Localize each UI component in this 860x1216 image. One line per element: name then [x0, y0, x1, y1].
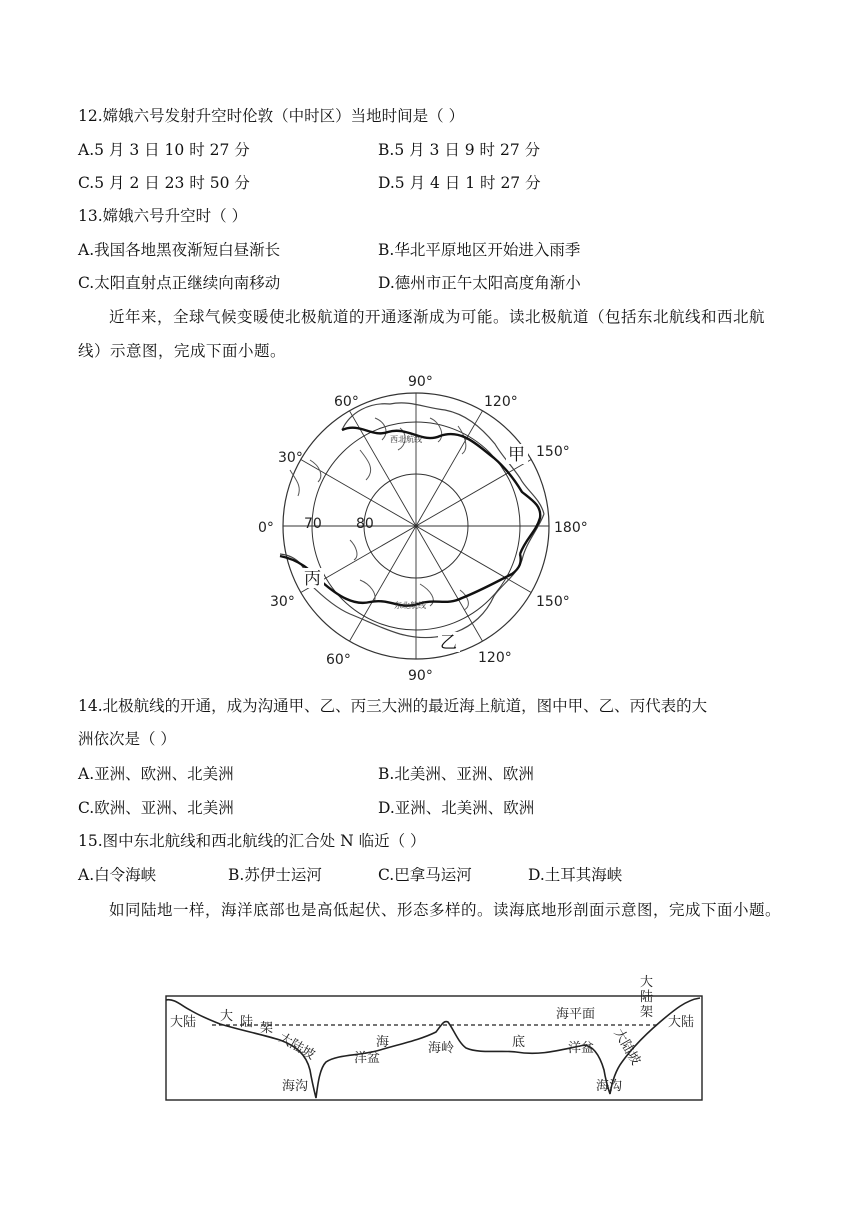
label-sea-level: 海平面: [556, 1007, 596, 1022]
seabed-profile-diagram: [160, 970, 710, 1110]
label-basin-left: 洋盆: [354, 1051, 381, 1066]
lon-label-150-top: 150°: [536, 444, 570, 460]
arctic-intro-paragraph: 近年来，全球气候变暖使北极航道的开通逐渐成为可能。读北极航道（包括东北航线和西北航线）示意图，完成下面小题。: [78, 308, 766, 360]
label-trench-left: 海沟: [282, 1079, 309, 1094]
q12-option-a: A.5 月 3 日 10 时 27 分: [78, 141, 250, 159]
q12-option-c: C.5 月 2 日 23 时 50 分: [78, 174, 250, 192]
seabed-intro-paragraph: 如同陆地一样，海洋底部也是高低起伏、形态多样的。读海底地形剖面示意图，完成下面小题。: [109, 901, 782, 919]
q13-option-c: C.太阳直射点正继续向南移动: [78, 274, 281, 292]
q13-option-a: A.我国各地黑夜渐短白昼渐长: [78, 241, 281, 259]
label-ridge: 海岭: [428, 1041, 455, 1056]
lat-label-70: 70: [304, 516, 322, 532]
lat-label-80: 80: [356, 516, 374, 532]
q12-stem: 12.嫦娥六号发射升空时伦敦（中时区）当地时间是（ ）: [78, 107, 465, 125]
label-land-right: 大陆: [668, 1015, 695, 1030]
label-shelf-left-3: 架: [260, 1021, 274, 1036]
q14-option-c: C.欧洲、亚洲、北美洲: [78, 799, 234, 817]
label-trench-right: 海沟: [596, 1079, 623, 1094]
q14-option-b: B.北美洲、亚洲、欧洲: [378, 765, 534, 783]
lon-label-90-top: 90°: [408, 374, 433, 390]
label-shelf-left-2: 陆: [240, 1015, 254, 1030]
lon-label-30-bottom: 30°: [270, 594, 295, 610]
label-bottom-char: 底: [512, 1035, 526, 1050]
label-shelf-right-1: 大: [640, 975, 654, 990]
q13-stem: 13.嫦娥六号升空时（ ）: [78, 207, 248, 225]
label-jia: 甲: [508, 445, 525, 465]
label-slope-left: 大陆坡: [276, 1030, 318, 1063]
lon-label-0: 0°: [258, 520, 274, 536]
coastline-bottom: [280, 554, 494, 638]
lon-label-120-top: 120°: [484, 394, 518, 410]
arctic-route-map: [250, 370, 600, 685]
lon-label-30-top: 30°: [278, 450, 303, 466]
q15-option-c: C.巴拿马运河: [378, 866, 472, 884]
lon-label-180: 180°: [554, 520, 588, 536]
q14-option-a: A.亚洲、欧洲、北美洲: [78, 765, 234, 783]
route-label-northeast: 东北航线: [394, 601, 426, 610]
label-slope-right: 大陆坡: [610, 1026, 644, 1068]
q13-option-d: D.德州市正午太阳高度角渐小: [378, 274, 581, 292]
coastline-bottom-islands: [350, 540, 468, 610]
label-shelf-left-1: 大: [220, 1009, 234, 1024]
q12-option-d: D.5 月 4 日 1 时 27 分: [378, 174, 541, 192]
label-shelf-right-2: 陆: [640, 990, 654, 1005]
meridians: [283, 393, 549, 659]
q12-option-b: B.5 月 3 日 9 时 27 分: [378, 141, 541, 159]
q14-stem-line2: 洲依次是（ ）: [78, 730, 176, 748]
label-land-left: 大陆: [170, 1015, 197, 1030]
lon-label-120-bottom: 120°: [478, 650, 512, 666]
q15-option-a: A.白令海峡: [78, 866, 157, 884]
label-sea-char: 海: [376, 1035, 390, 1050]
lon-label-150-bottom: 150°: [536, 594, 570, 610]
lon-label-90-bottom: 90°: [408, 668, 433, 684]
q15-option-b: B.苏伊士运河: [228, 866, 322, 884]
label-yi: 乙: [440, 633, 457, 653]
q14-option-d: D.亚洲、北美洲、欧洲: [378, 799, 535, 817]
label-basin-right: 洋盆: [568, 1041, 595, 1056]
label-shelf-right-3: 架: [640, 1005, 654, 1020]
route-label-northwest: 西北航线: [390, 435, 422, 444]
q15-stem: 15.图中东北航线和西北航线的汇合处 N 临近（ ）: [78, 832, 426, 850]
label-bing: 丙: [304, 569, 321, 589]
q15-option-d: D.土耳其海峡: [528, 866, 623, 884]
lon-label-60-top: 60°: [334, 394, 359, 410]
lon-label-60-bottom: 60°: [326, 652, 351, 668]
q14-stem-line1: 14.北极航线的开通，成为沟通甲、乙、丙三大洲的最近海上航道，图中甲、乙、丙代表的大: [78, 697, 708, 715]
q13-option-b: B.华北平原地区开始进入雨季: [378, 241, 581, 259]
